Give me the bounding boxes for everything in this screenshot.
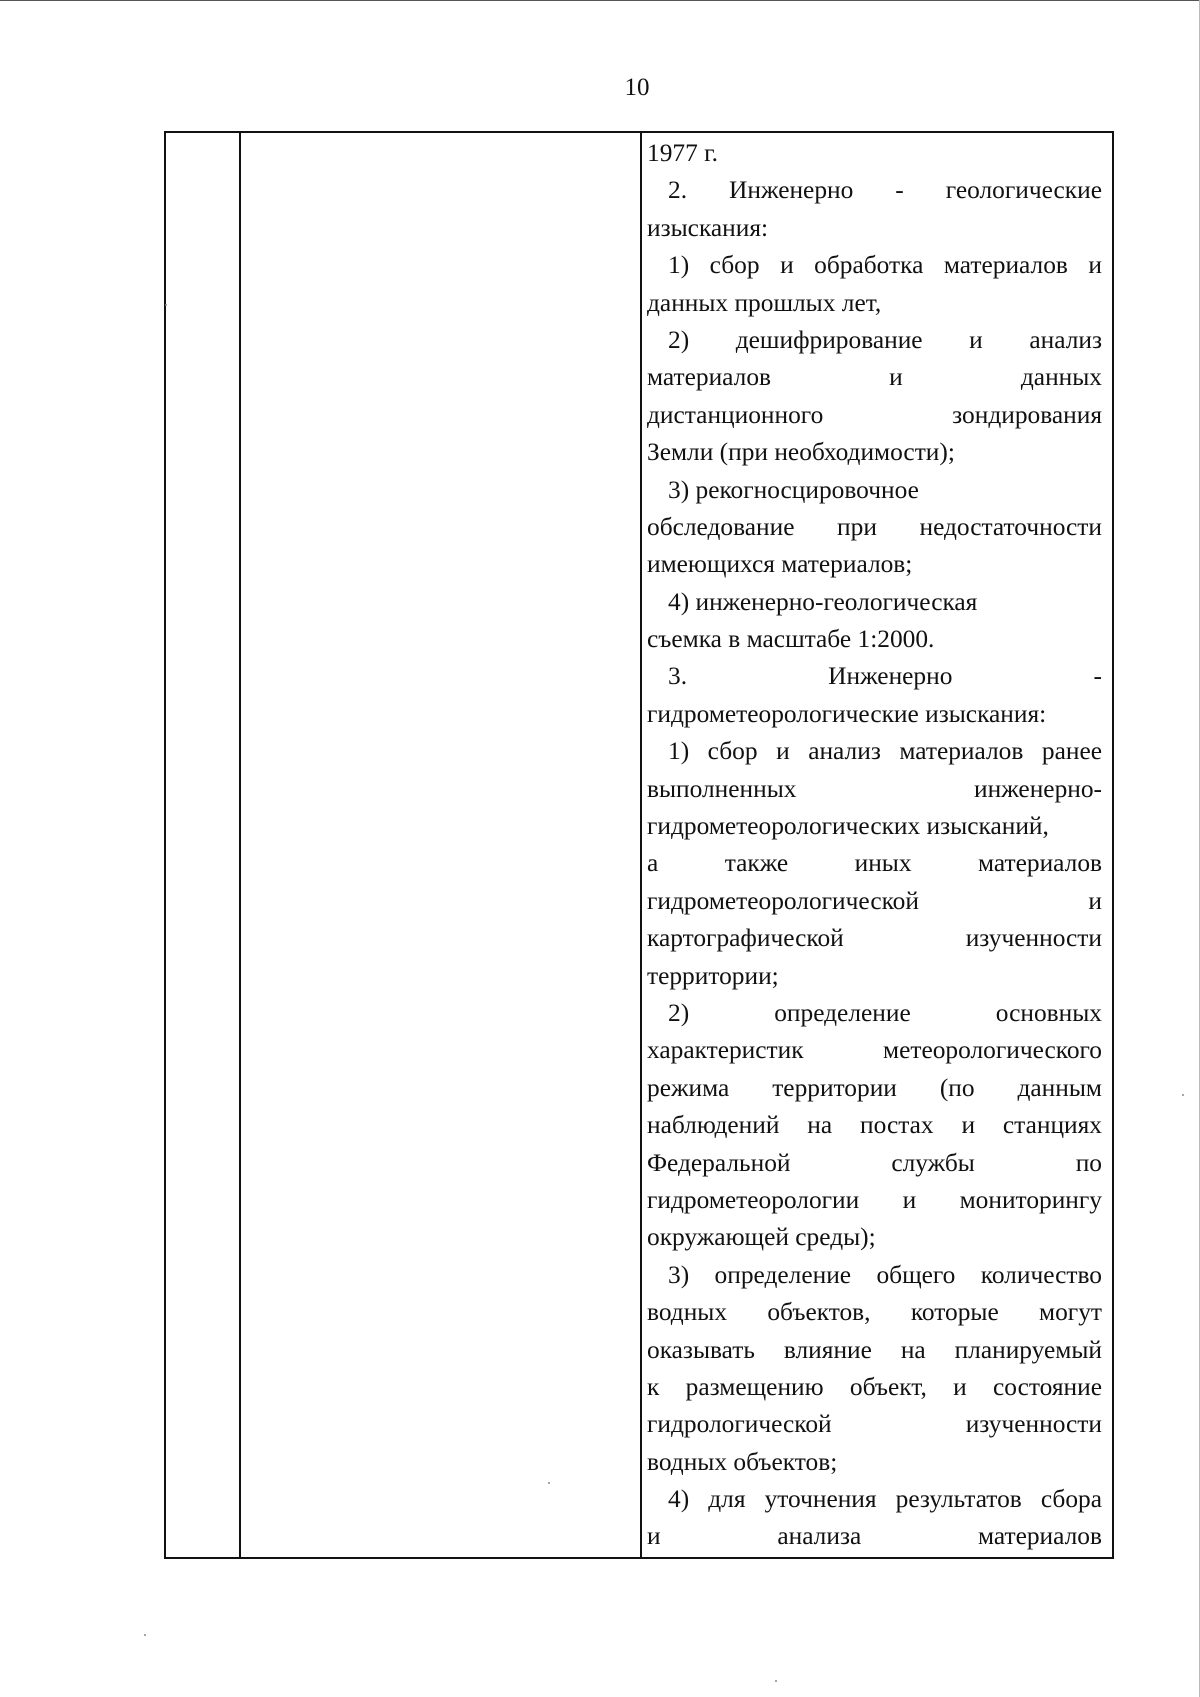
document-table: [164, 131, 1114, 1559]
text-line: водных объектов;: [647, 1447, 838, 1476]
text-line: а также иных материалов: [647, 849, 1102, 878]
text-line: дистанционного зондирования: [647, 400, 1102, 429]
text-line: 2) определение основных: [668, 998, 1102, 1027]
text-line: водных объектов, которые могут: [647, 1298, 1102, 1327]
text-line: наблюдений на постах и станциях: [647, 1111, 1102, 1140]
text-line: 2. Инженерно - геологические: [668, 176, 1102, 205]
text-line: имеющихся материалов;: [647, 550, 913, 579]
text-line: Федеральной службы по: [647, 1148, 1102, 1177]
text-line: 4) для уточнения результатов сбора: [668, 1485, 1102, 1514]
text-line: 3) определение общего количество: [668, 1260, 1102, 1289]
text-line: выполненных инженерно-: [647, 774, 1102, 803]
scan-speck: [1182, 1094, 1184, 1096]
text-line: гидрологической изученности: [647, 1410, 1102, 1439]
table-column-divider-1: [239, 133, 241, 1557]
text-line: 1) сбор и обработка материалов и: [668, 251, 1102, 280]
scan-speck: [548, 1482, 550, 1484]
text-line: обследование при недостаточности: [647, 512, 1102, 541]
text-line: Земли (при необходимости);: [647, 438, 955, 467]
text-line: к размещению объект, и состояние: [647, 1372, 1102, 1401]
scan-speck: [165, 304, 167, 306]
text-line: режима территории (по данным: [647, 1073, 1102, 1102]
scan-speck: [144, 1634, 146, 1636]
table-cell-right-text: [647, 135, 1102, 1556]
text-line: характеристик метеорологического: [647, 1036, 1102, 1065]
text-line: гидрометеорологии и мониторингу: [647, 1185, 1102, 1214]
text-line: гидрометеорологической и: [647, 886, 1102, 915]
text-line: 4) инженерно-геологическая: [668, 587, 978, 616]
text-line: территории;: [647, 961, 779, 990]
text-line: изыскания:: [647, 213, 769, 242]
text-line: материалов и данных: [647, 363, 1102, 392]
text-line: оказывать влияние на планируемый: [647, 1335, 1102, 1364]
text-line: и анализа материалов: [647, 1522, 1102, 1551]
text-line: съемка в масштабе 1:2000.: [647, 625, 935, 654]
text-line: 1) сбор и анализ материалов ранее: [668, 737, 1102, 766]
text-line: 1977 г.: [647, 139, 719, 167]
text-line: 3. Инженерно -: [668, 662, 1102, 691]
page-number: 10: [624, 74, 650, 101]
scan-edge-top: [0, 0, 1200, 1]
text-line: окружающей среды);: [647, 1223, 876, 1252]
text-line: 2) дешифрирование и анализ: [668, 325, 1102, 354]
text-line: гидрометеорологических изысканий,: [647, 812, 1049, 841]
text-line: данных прошлых лет,: [647, 288, 882, 317]
scan-speck: [775, 1680, 777, 1682]
table-column-divider-2: [640, 133, 642, 1557]
text-line: гидрометеорологические изыскания:: [647, 699, 1047, 728]
text-line: картографической изученности: [647, 924, 1102, 953]
text-line: 3) рекогносцировочное: [668, 475, 919, 504]
